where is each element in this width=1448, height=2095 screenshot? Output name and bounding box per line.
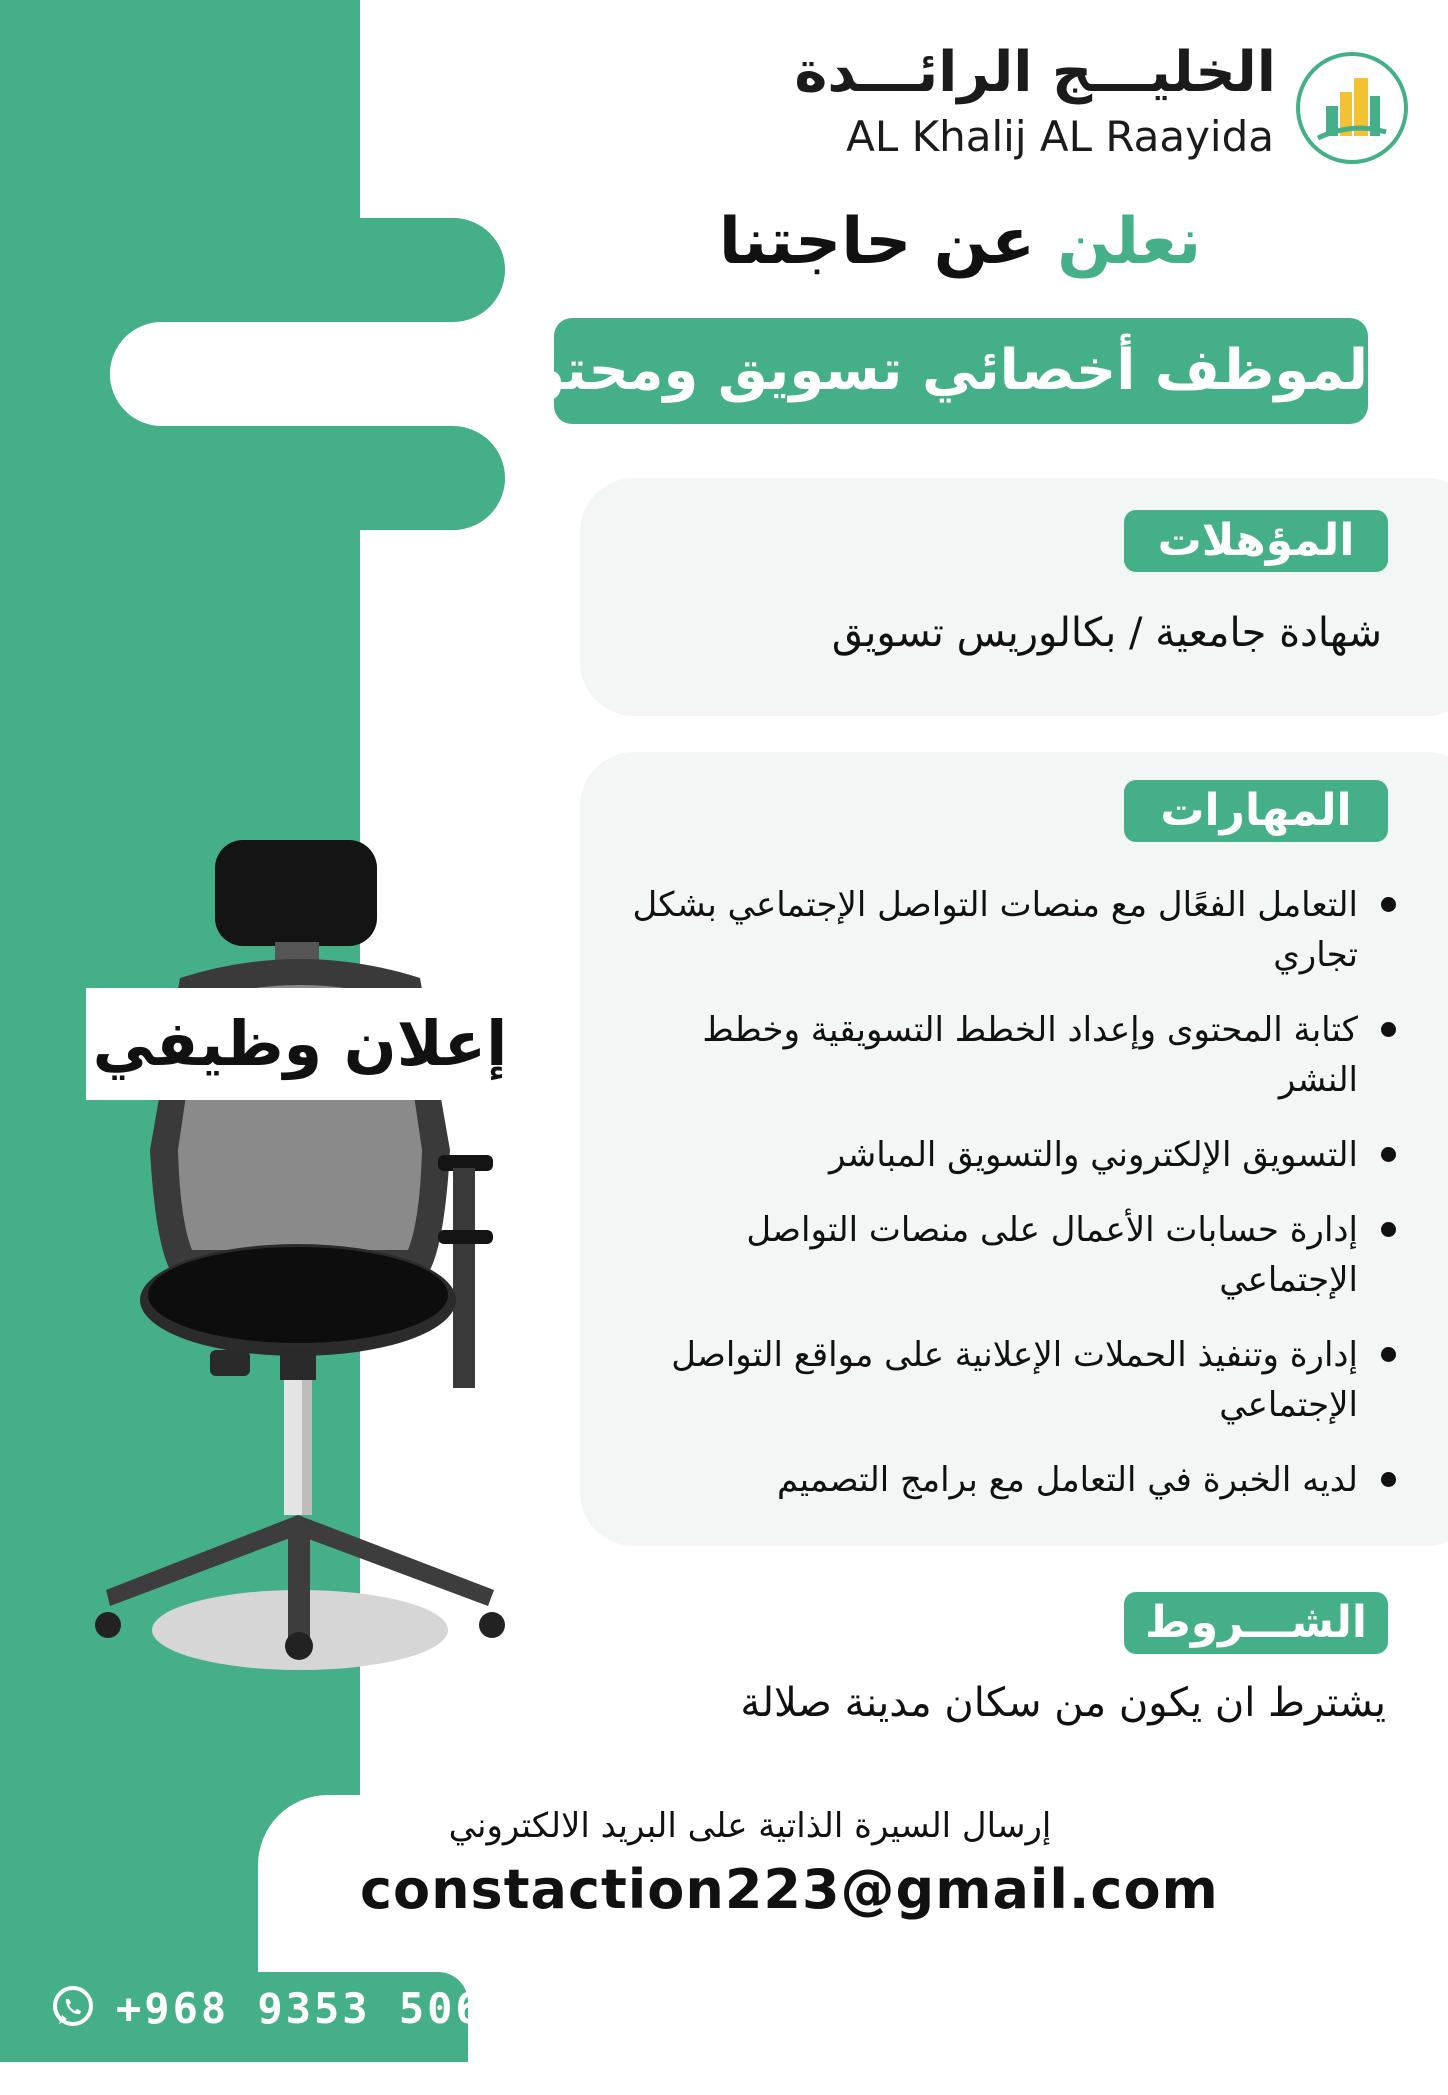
company-name-english: AL Khalij AL Raayida [846,112,1274,161]
list-item: التعامل الفعًال مع منصات التواصل الإجتماعي بشكل تجاري [626,880,1406,980]
chair-base-center [288,1520,310,1640]
chair-armrest-joint [438,1230,493,1244]
green-pill-top-redraw [250,218,505,322]
bullet-icon [1381,1222,1396,1237]
chair-gas-lift-shade [302,1380,312,1515]
bullet-icon [1381,1147,1396,1162]
list-item: كتابة المحتوى وإعداد الخطط التسويقية وخطط النشر [626,1005,1406,1105]
whatsapp-icon [50,1984,96,2030]
green-pill-bottom-redraw [250,426,505,530]
bullet-icon [1381,1022,1396,1037]
bullet-icon [1381,897,1396,912]
cv-instructions: إرسال السيرة الذاتية على البريد الالكتروني [448,1806,1052,1846]
conditions-text: يشترط ان يكون من سكان مدينة صلالة [740,1680,1386,1726]
phone-number[interactable]: +968 9353 5060 [116,1984,513,2033]
list-item: التسويق الإلكتروني والتسويق المباشر [626,1130,1406,1180]
list-item: إدارة حسابات الأعمال على منصات التواصل الإجتماعي [626,1205,1406,1305]
announcement-label: إعلان وظيفي [92,1007,508,1080]
bullet-icon [1381,1472,1396,1487]
chair-mechanism [280,1348,316,1380]
headline [560,205,1360,279]
company-name-arabic: الخليـــج الرائـــدة [794,40,1276,105]
qualifications-label: المؤهلات [1124,510,1388,572]
chair-wheel-center [285,1632,313,1660]
headline-rest: عن حاجتنا [718,205,1035,279]
office-chair-illustration [70,830,530,1690]
chair-seat [148,1247,448,1343]
bullet-icon [1381,1347,1396,1362]
conditions-label: الشـــروط [1124,1592,1388,1654]
chair-armrest-post [453,1168,475,1388]
list-item: إدارة وتنفيذ الحملات الإعلانية على مواقع التواصل الإجتماعي [626,1330,1406,1430]
headline-accent: نعلن [1057,205,1202,279]
skills-list [626,880,1406,1530]
company-logo [1296,52,1408,164]
email-address[interactable]: constaction223@gmail.com [360,1858,1219,1921]
list-item: لديه الخبرة في التعامل مع برامج التصميم [626,1455,1406,1505]
white-pill-middle-redraw [110,322,510,426]
building-icon [1300,56,1404,160]
job-title: لموظف أخصائي تسويق ومحتوى [479,338,1368,403]
skills-label: المهارات [1124,780,1388,842]
chair-wheel-left [95,1612,121,1638]
chair-wheel-right [479,1612,505,1638]
chair-lever [210,1350,250,1376]
qualifications-text: شهادة جامعية / بكالوريس تسويق [831,610,1382,656]
chair-headrest [215,840,377,946]
